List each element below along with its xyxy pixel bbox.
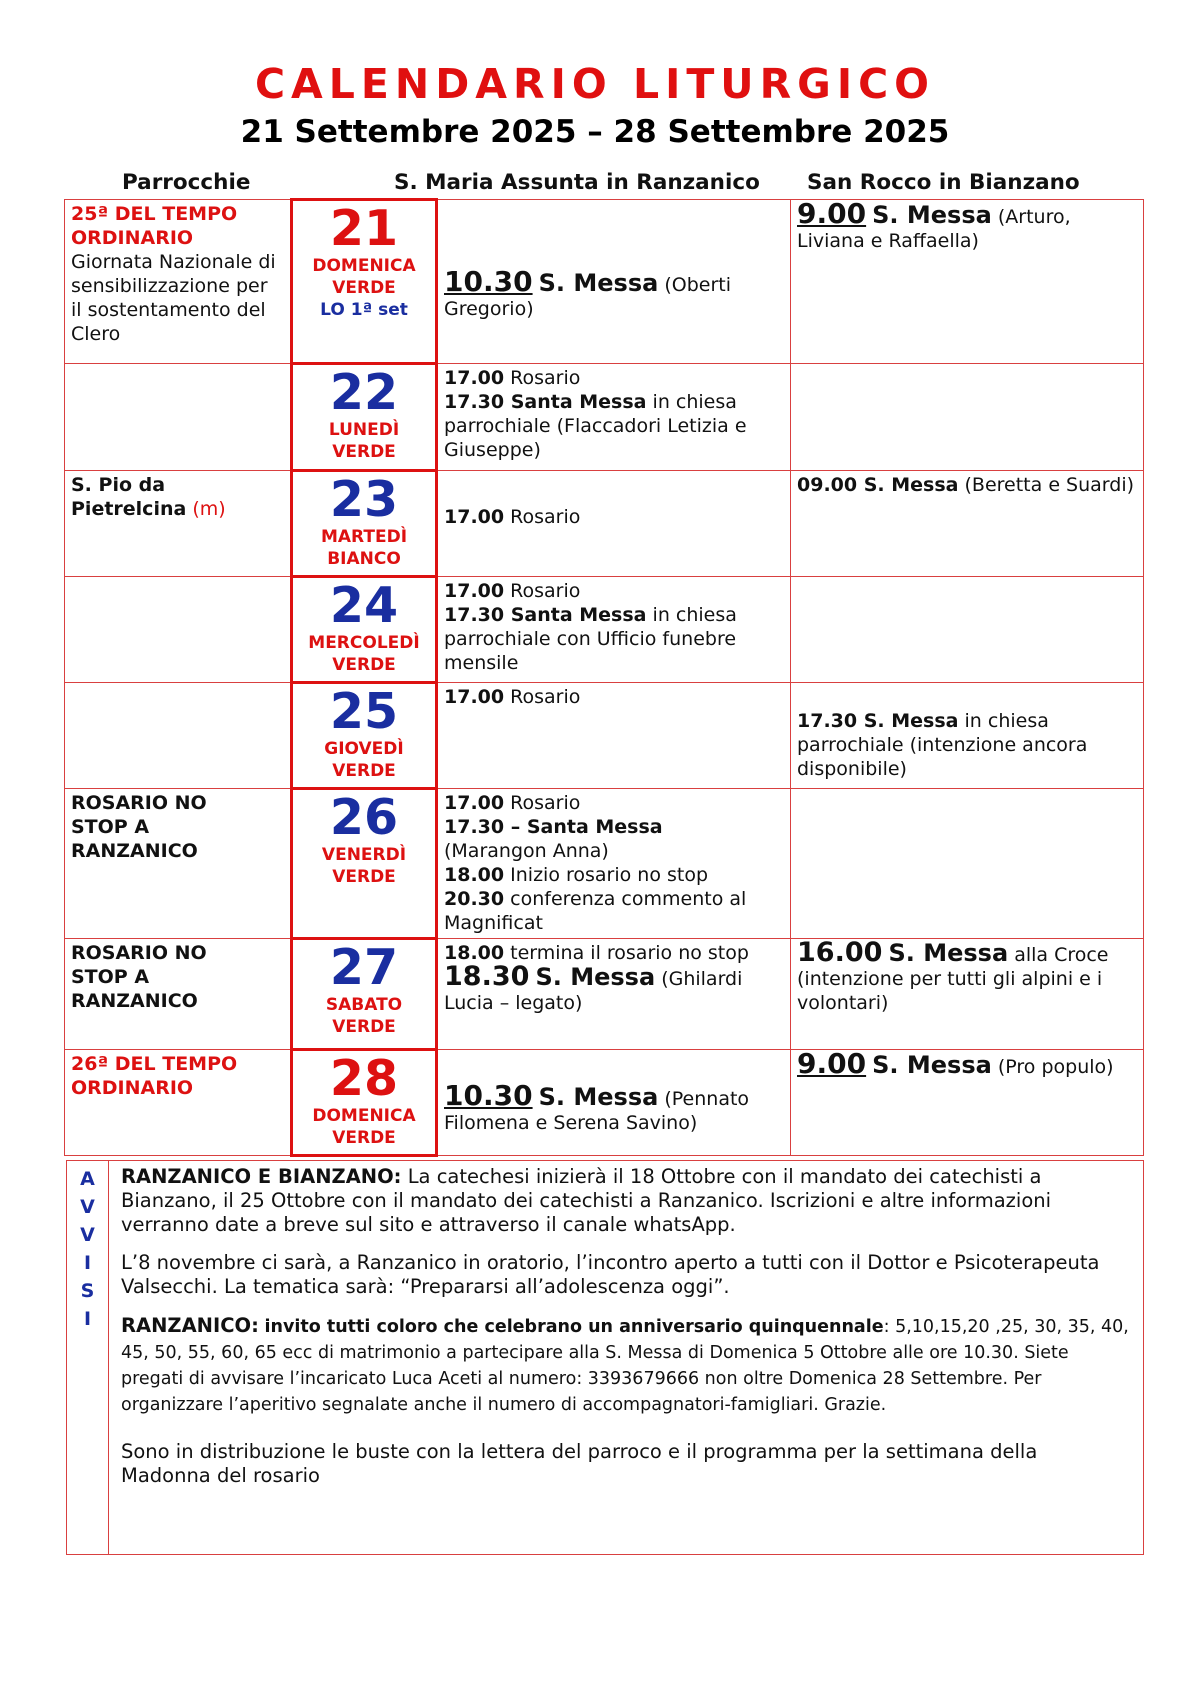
day-name: LUNEDÌ — [328, 420, 400, 440]
bianzano-cell — [791, 364, 1144, 471]
day-name: MARTEDÌ — [320, 527, 408, 547]
table-row — [65, 471, 1144, 577]
liturgical-color: VERDE — [332, 442, 396, 462]
day-name: DOMENICA — [312, 1106, 416, 1126]
mass-time: 10.30 — [444, 265, 533, 298]
event-text: Rosario — [510, 686, 581, 708]
mass-label: S. Messa — [535, 963, 656, 991]
liturgical-color: VERDE — [332, 1017, 396, 1037]
event-time: 18.00 — [444, 942, 505, 964]
table-row — [65, 577, 1144, 683]
mass-intention: (Pennato Filomena e Serena Savino) — [444, 1088, 750, 1134]
date-range: 21 Settembre 2025 – 28 Settembre 2025 — [240, 114, 950, 150]
day-name: DOMENICA — [312, 256, 416, 276]
event-text: (Beretta e Suardi) — [964, 474, 1135, 496]
note-title: ROSARIO NO STOP A RANZANICO — [71, 942, 207, 1012]
liturgical-color: VERDE — [332, 655, 396, 675]
day-number: 27 — [329, 939, 399, 996]
bianzano-cell — [791, 471, 1144, 577]
note-cell — [65, 364, 292, 471]
day-number: 22 — [329, 364, 399, 421]
mass-time: 9.00 — [797, 1047, 867, 1080]
event-time: 17.00 — [444, 506, 505, 528]
event-text: Rosario — [510, 792, 581, 814]
notice-heading: RANZANICO: — [121, 1314, 259, 1337]
note-cell — [65, 683, 292, 789]
event-time: 17.00 — [444, 367, 505, 389]
day-name: SABATO — [325, 995, 403, 1015]
mass-intention: (Ghilardi Lucia – legato) — [444, 968, 743, 1014]
notice-anniversari — [121, 1313, 1131, 1418]
liturgical-color: BIANCO — [327, 549, 401, 569]
side-letter: I — [83, 1252, 92, 1274]
ranzanico-cell — [437, 364, 791, 471]
event-text: in chiesa parrochiale (intenzione ancora disponibile) — [797, 710, 1088, 780]
notice-text: : 5,10,15,20 ,25, 30, 35, 40, 45, 50, 55, 60, 65 ecc di matrimonio a partecipare alla S. Messa di Domenica 5 Ottobre alle ore 10.30. Siete pregati di avvisare l’incaricato Luca Aceti al numero: 3393679666 non oltre Domenica 28 Settembre. Per organizzare l’aperitivo segnalate anche il numero di accompagnatori-famigliari. Grazie. — [121, 1317, 1129, 1415]
note-text: Giornata Nazionale di sensibilizzazione per il sostentamento del Clero — [71, 251, 276, 345]
day-name: GIOVEDÌ — [324, 739, 404, 759]
mass-label: S. Messa — [888, 939, 1009, 967]
mass-label: S. Messa — [872, 201, 992, 229]
day-cell — [292, 1050, 437, 1156]
event-time: 17.00 — [444, 580, 505, 602]
mass-intention: (Pro populo) — [997, 1056, 1114, 1078]
event-text: conferenza commento al Magnificat — [444, 888, 747, 934]
table-row — [65, 364, 1144, 471]
ranzanico-cell — [437, 577, 791, 683]
note-cell — [65, 1050, 292, 1156]
event-time: 17.30 – Santa Messa — [444, 816, 663, 838]
note-cell — [65, 939, 292, 1050]
day-number: 23 — [329, 471, 399, 528]
notice-text: La catechesi inizierà il 18 Ottobre con il mandato dei catechisti a Bianzano, il 25 Ottobre con il mandato dei catechisti a Ranzanico. Iscrizioni e altre informazioni verranno date a breve sul sito e attraverso il canale whatsApp. — [121, 1165, 1052, 1236]
notice-catechesi — [121, 1165, 1131, 1237]
day-number: 21 — [329, 200, 399, 257]
day-cell — [292, 577, 437, 683]
mass-label: S. Messa — [872, 1051, 992, 1079]
table-row — [65, 789, 1144, 939]
ranzanico-cell — [437, 939, 791, 1050]
day-cell — [292, 471, 437, 577]
event-text: Inizio rosario no stop — [510, 864, 709, 886]
mass-label: S. Messa — [538, 269, 659, 297]
side-letter: V — [80, 1224, 95, 1246]
table-row — [65, 200, 1144, 364]
event-text: termina il rosario no stop — [510, 942, 749, 964]
notice-text: L’8 novembre ci sarà, a Ranzanico in oratorio, l’incontro aperto a tutti con il Dottor e Psicoterapeuta Valsecchi. La tematica sarà: “Prepararsi all’adolescenza oggi”. — [121, 1251, 1100, 1298]
bianzano-cell — [791, 939, 1144, 1050]
event-text: in chiesa parrochiale (Flaccadori Letizia e Giuseppe) — [444, 391, 747, 461]
event-time: 17.00 — [444, 686, 505, 708]
mass-intention: (Arturo, Liviana e Raffaella) — [797, 206, 1071, 252]
event-text: Rosario — [510, 367, 581, 389]
day-cell — [292, 200, 437, 364]
liturgical-color: VERDE — [332, 1128, 396, 1148]
day-number: 28 — [329, 1050, 399, 1107]
page-title: CALENDARIO LITURGICO — [254, 60, 936, 108]
ranzanico-cell — [437, 683, 791, 789]
day-name: VENERDÌ — [321, 845, 407, 865]
day-number: 26 — [329, 789, 399, 846]
day-name: MERCOLEDÌ — [308, 633, 420, 653]
note-cell — [65, 471, 292, 577]
mass-time: 16.00 — [797, 937, 883, 968]
calendar-table — [64, 198, 1144, 1157]
note-title: S. Pio da Pietrelcina — [71, 474, 187, 520]
liturgical-color: VERDE — [332, 761, 396, 781]
note-title: 26ª DEL TEMPO ORDINARIO — [71, 1053, 238, 1099]
event-time: 18.00 — [444, 864, 505, 886]
mass-time: 9.00 — [797, 197, 867, 230]
col-parrocchie: Parrocchie — [122, 170, 251, 195]
day-number: 25 — [329, 683, 399, 740]
notice-text: Sono in distribuzione le buste con la lettera del parroco e il programma per la settimana della Madonna del rosario — [121, 1440, 1038, 1487]
col-ranzanico: S. Maria Assunta in Ranzanico — [394, 170, 760, 195]
event-time: 17.30 Santa Messa — [444, 604, 647, 626]
note-cell — [65, 577, 292, 683]
day-cell — [292, 683, 437, 789]
mass-label: S. Messa — [538, 1083, 659, 1111]
ranzanico-cell — [437, 1050, 791, 1156]
event-time: 17.30 Santa Messa — [444, 391, 647, 413]
day-extra: LO 1ª set — [320, 300, 408, 320]
ranzanico-cell — [437, 200, 791, 364]
side-letter: I — [83, 1308, 92, 1330]
note-cell — [65, 789, 292, 939]
table-row — [65, 683, 1144, 789]
day-cell — [292, 789, 437, 939]
note-rank: (m) — [192, 498, 226, 520]
notice-incontro — [121, 1251, 1131, 1299]
event-time: 09.00 S. Messa — [797, 474, 959, 496]
event-time: 17.30 S. Messa — [797, 710, 959, 732]
notice-heading: RANZANICO E BIANZANO: — [121, 1165, 402, 1188]
event-text: Rosario — [510, 580, 581, 602]
side-letter: A — [80, 1168, 95, 1190]
bianzano-cell — [791, 683, 1144, 789]
note-title: 25ª DEL TEMPO ORDINARIO — [71, 203, 238, 249]
note-title: ROSARIO NO STOP A RANZANICO — [71, 792, 207, 862]
bianzano-cell — [791, 197, 1144, 364]
note-cell — [65, 200, 292, 364]
notice-highlight: invito tutti coloro che celebrano un anniversario quinquennale — [264, 1317, 884, 1337]
day-cell — [292, 364, 437, 471]
column-headers — [62, 170, 1142, 200]
side-letter: V — [80, 1196, 95, 1218]
mass-time: 18.30 — [444, 961, 530, 992]
side-letter: S — [80, 1280, 95, 1302]
event-time: 20.30 — [444, 888, 505, 910]
day-number: 24 — [329, 577, 399, 634]
table-row — [65, 939, 1144, 1050]
mass-intention: (Oberti Gregorio) — [444, 274, 732, 320]
bianzano-cell — [791, 789, 1144, 939]
event-text: in chiesa parrochiale con Ufficio funebre mensile — [444, 604, 737, 674]
mass-time: 10.30 — [444, 1079, 533, 1112]
bianzano-cell — [791, 577, 1144, 683]
event-text: (Marangon Anna) — [444, 840, 609, 862]
ranzanico-cell — [437, 471, 791, 577]
ranzanico-cell — [437, 789, 791, 939]
notices-body — [121, 1165, 1131, 1502]
col-bianzano: San Rocco in Bianzano — [807, 170, 1080, 195]
table-row — [65, 1050, 1144, 1156]
bianzano-cell — [791, 1047, 1144, 1156]
notice-buste — [121, 1440, 1131, 1488]
mass-intention: alla Croce (intenzione per tutti gli alpini e i volontari) — [797, 944, 1109, 1014]
notices-side-label — [67, 1161, 109, 1554]
event-time: 17.00 — [444, 792, 505, 814]
liturgical-color: VERDE — [332, 278, 396, 298]
liturgical-color: VERDE — [332, 867, 396, 887]
notices-box — [66, 1160, 1144, 1555]
event-text: Rosario — [510, 506, 581, 528]
day-cell — [292, 939, 437, 1050]
